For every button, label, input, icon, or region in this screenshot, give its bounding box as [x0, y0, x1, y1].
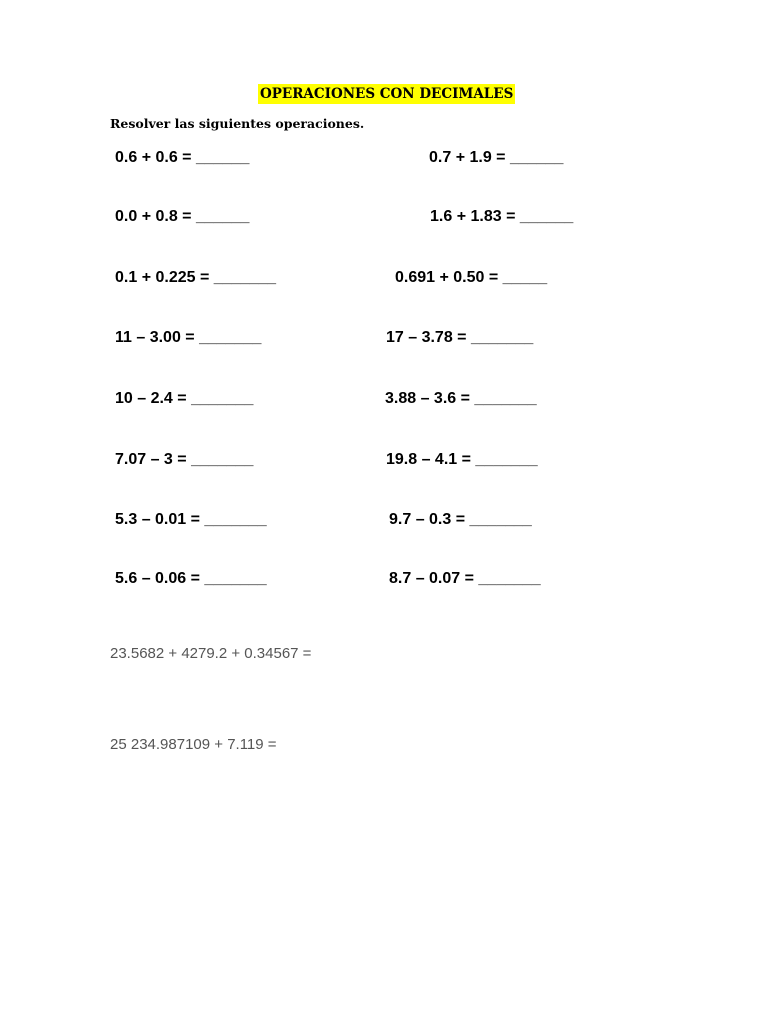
page-title: OPERACIONES CON DECIMALES	[260, 86, 514, 102]
exercise-item: 17 – 3.78 = _______	[386, 329, 534, 346]
exercise-item: 9.7 – 0.3 = _______	[389, 511, 532, 528]
exercise-item: 8.7 – 0.07 = _______	[389, 570, 541, 587]
exercise-item: 5.3 – 0.01 = _______	[115, 511, 267, 528]
exercise-item: 0.691 + 0.50 = _____	[395, 269, 548, 286]
exercise-item: 11 – 3.00 = _______	[115, 329, 262, 346]
extra-operation: 23.5682 + 4279.2 + 0.34567 =	[110, 645, 312, 662]
exercise-item: 10 – 2.4 = _______	[115, 390, 254, 407]
exercise-item: 3.88 – 3.6 = _______	[385, 390, 537, 407]
exercise-item: 0.7 + 1.9 = ______	[429, 149, 564, 166]
exercise-item: 0.0 + 0.8 = ______	[115, 208, 250, 225]
exercise-item: 0.6 + 0.6 = ______	[115, 149, 250, 166]
exercise-item: 5.6 – 0.06 = _______	[115, 570, 267, 587]
extra-operation: 25 234.987109 + 7.119 =	[110, 736, 277, 753]
exercise-item: 19.8 – 4.1 = _______	[386, 451, 538, 468]
exercise-item: 7.07 – 3 = _______	[115, 451, 254, 468]
instruction-text: Resolver las siguientes operaciones.	[110, 116, 365, 131]
exercise-item: 1.6 + 1.83 = ______	[430, 208, 574, 225]
exercise-item: 0.1 + 0.225 = _______	[115, 269, 277, 286]
